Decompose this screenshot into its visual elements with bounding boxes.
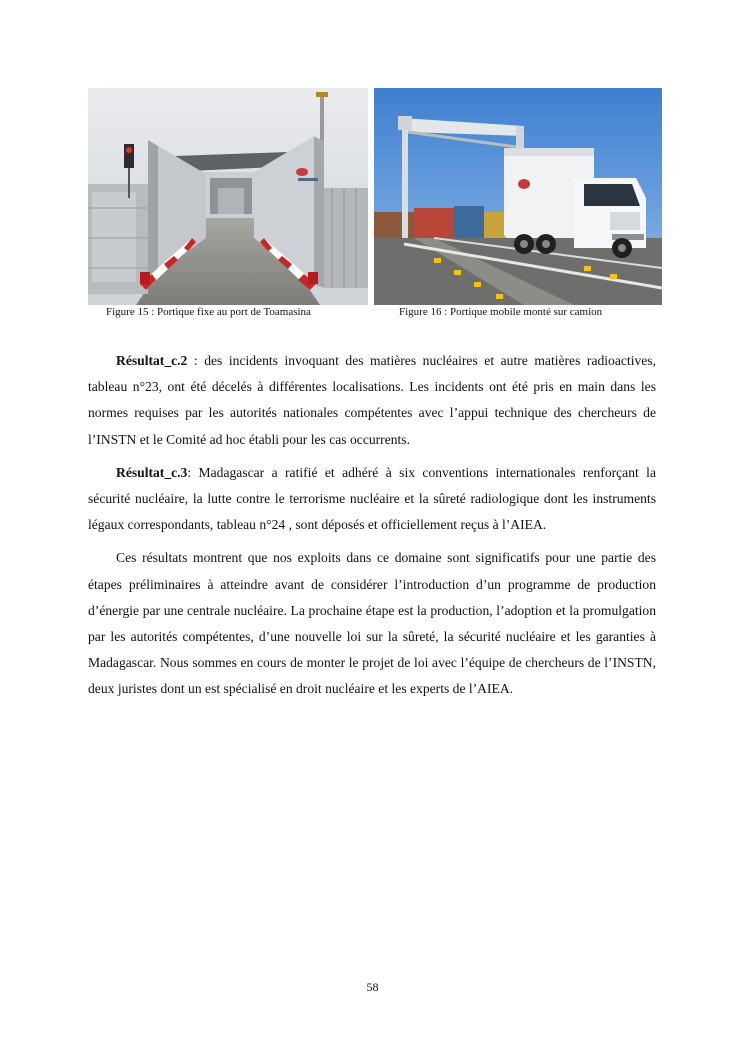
paragraph-resultat-c2 — [88, 348, 656, 453]
paragraph-text: : Madagascar a ratifié et adhéré à six conventions internationales renforçant la sécurité nucléaire, la lutte contre le terrorisme nucléaire et la sûreté radiologique dont les instruments légaux correspondants, tableau n°24 , sont déposés et officiellement reçus à l’AIEA. — [88, 464, 656, 533]
paragraph-conclusion — [88, 545, 656, 702]
paragraph-text: Ces résultats montrent que nos exploits dans ce domaine sont significatifs pour une partie des étapes préliminaires à atteindre avant de considérer l’introduction d’un programme de production d’énergie par une centrale nucléaire. La prochaine étape est la production, l’adoption et la promulgation par les autorités compétentes, d’une nouvelle loi sur la sûreté, la sécurité nucléaire et les garanties à Madagascar. Nous sommes en cours de monter le projet de loi avec l’équipe de chercheurs de l’INSTN, deux juristes dont un est spécialisé en droit nucléaire et les experts de l’AIEA. — [88, 550, 656, 697]
figure-15-photo — [88, 88, 368, 305]
page-number: 58 — [366, 980, 379, 994]
body-text — [88, 348, 656, 710]
paragraph-text: : des incidents invoquant des matières nucléaires et autre matières radioactives, tableau n°23, ont été décelés à différentes localisations. Les incidents ont été pris en main dans les normes requises par les autorités nationales compétentes avec l’appui technique des chercheurs de l’INSTN et le Comité ad hoc établi pour les cas occurrents. — [88, 353, 656, 447]
paragraph-label: Résultat_c.2 — [116, 353, 188, 368]
paragraph-label: Résultat_c.3 — [116, 464, 188, 480]
figure-16-caption: Figure 16 : Portique mobile monté sur camion — [399, 306, 603, 318]
paragraph-resultat-c3 — [88, 460, 656, 539]
figure-15-caption: Figure 15 : Portique fixe au port de Toamasina — [106, 306, 311, 318]
figure-16-photo — [374, 88, 662, 305]
